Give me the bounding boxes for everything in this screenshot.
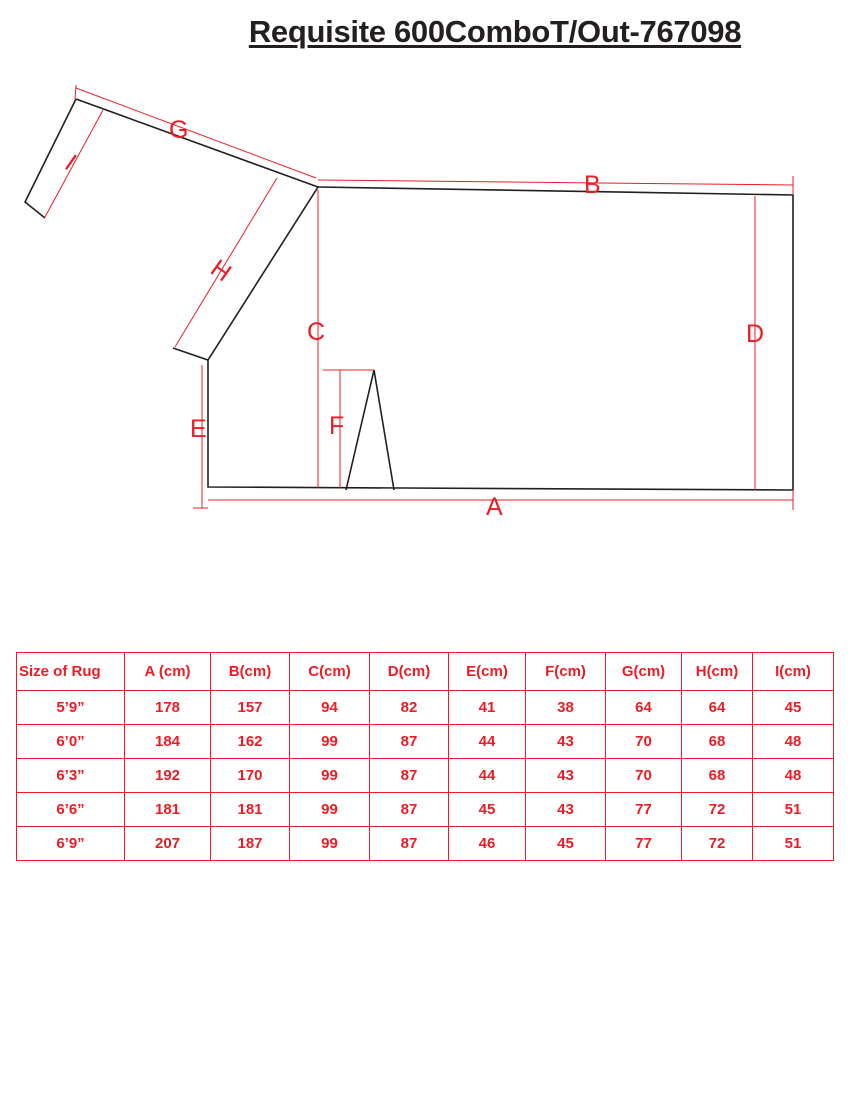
value-cell: 87: [370, 725, 449, 759]
value-cell: 41: [449, 691, 526, 725]
value-cell: 45: [753, 691, 834, 725]
value-cell: 181: [125, 793, 211, 827]
value-cell: 77: [606, 827, 682, 861]
table-row: [17, 691, 834, 725]
value-cell: 178: [125, 691, 211, 725]
value-cell: 184: [125, 725, 211, 759]
value-cell: 48: [753, 759, 834, 793]
header-cell: E(cm): [449, 653, 526, 691]
label-e: E: [190, 415, 207, 443]
value-cell: 51: [753, 827, 834, 861]
value-cell: 64: [606, 691, 682, 725]
size-cell: 5’9”: [17, 691, 125, 725]
value-cell: 99: [290, 759, 370, 793]
header-cell: G(cm): [606, 653, 682, 691]
header-cell: C(cm): [290, 653, 370, 691]
header-cell: A (cm): [125, 653, 211, 691]
table-row: [17, 725, 834, 759]
size-cell: 6’6”: [17, 793, 125, 827]
table-header-row: [17, 653, 834, 691]
page-title: Requisite 600ComboT/Out-767098: [248, 14, 742, 49]
header-cell: I(cm): [753, 653, 834, 691]
measure-labels: [60, 116, 764, 521]
label-h: H: [205, 254, 237, 288]
header-cell: H(cm): [682, 653, 753, 691]
value-cell: 157: [211, 691, 290, 725]
label-d: D: [746, 320, 765, 348]
value-cell: 70: [606, 725, 682, 759]
value-cell: 64: [682, 691, 753, 725]
header-cell: B(cm): [211, 653, 290, 691]
value-cell: 94: [290, 691, 370, 725]
rug-outline: [25, 99, 793, 490]
value-cell: 162: [211, 725, 290, 759]
value-cell: 72: [682, 793, 753, 827]
table-row: [17, 827, 834, 861]
fillet-gusset: [346, 370, 394, 490]
measure-g: [76, 88, 316, 178]
table-row: [17, 759, 834, 793]
value-cell: 170: [211, 759, 290, 793]
value-cell: 99: [290, 725, 370, 759]
value-cell: 187: [211, 827, 290, 861]
value-cell: 70: [606, 759, 682, 793]
header-cell: D(cm): [370, 653, 449, 691]
label-i: I: [59, 149, 82, 177]
value-cell: 68: [682, 725, 753, 759]
value-cell: 87: [370, 759, 449, 793]
label-g: G: [169, 116, 189, 144]
size-cell: 6’3”: [17, 759, 125, 793]
value-cell: 87: [370, 793, 449, 827]
value-cell: 43: [526, 725, 606, 759]
value-cell: 181: [211, 793, 290, 827]
value-cell: 38: [526, 691, 606, 725]
header-cell: F(cm): [526, 653, 606, 691]
measure-b: [318, 180, 793, 185]
size-table: [16, 652, 834, 861]
value-cell: 77: [606, 793, 682, 827]
header-cell: Size of Rug: [17, 653, 125, 691]
value-cell: 46: [449, 827, 526, 861]
body-outline: [208, 187, 793, 490]
table-row: [17, 793, 834, 827]
label-c: C: [307, 318, 326, 346]
value-cell: 44: [449, 725, 526, 759]
value-cell: 82: [370, 691, 449, 725]
label-a: A: [486, 493, 503, 521]
value-cell: 51: [753, 793, 834, 827]
value-cell: 44: [449, 759, 526, 793]
value-cell: 99: [290, 793, 370, 827]
value-cell: 48: [753, 725, 834, 759]
value-cell: 207: [125, 827, 211, 861]
value-cell: 99: [290, 827, 370, 861]
value-cell: 45: [526, 827, 606, 861]
value-cell: 87: [370, 827, 449, 861]
size-cell: 6’9”: [17, 827, 125, 861]
value-cell: 45: [449, 793, 526, 827]
measure-g-tick: [75, 85, 76, 100]
value-cell: 43: [526, 793, 606, 827]
value-cell: 43: [526, 759, 606, 793]
value-cell: 68: [682, 759, 753, 793]
value-cell: 192: [125, 759, 211, 793]
label-b: B: [584, 171, 601, 199]
value-cell: 72: [682, 827, 753, 861]
size-cell: 6’0”: [17, 725, 125, 759]
measure-lines: [45, 85, 793, 510]
label-f: F: [329, 412, 345, 440]
neck-outline: [76, 99, 318, 360]
